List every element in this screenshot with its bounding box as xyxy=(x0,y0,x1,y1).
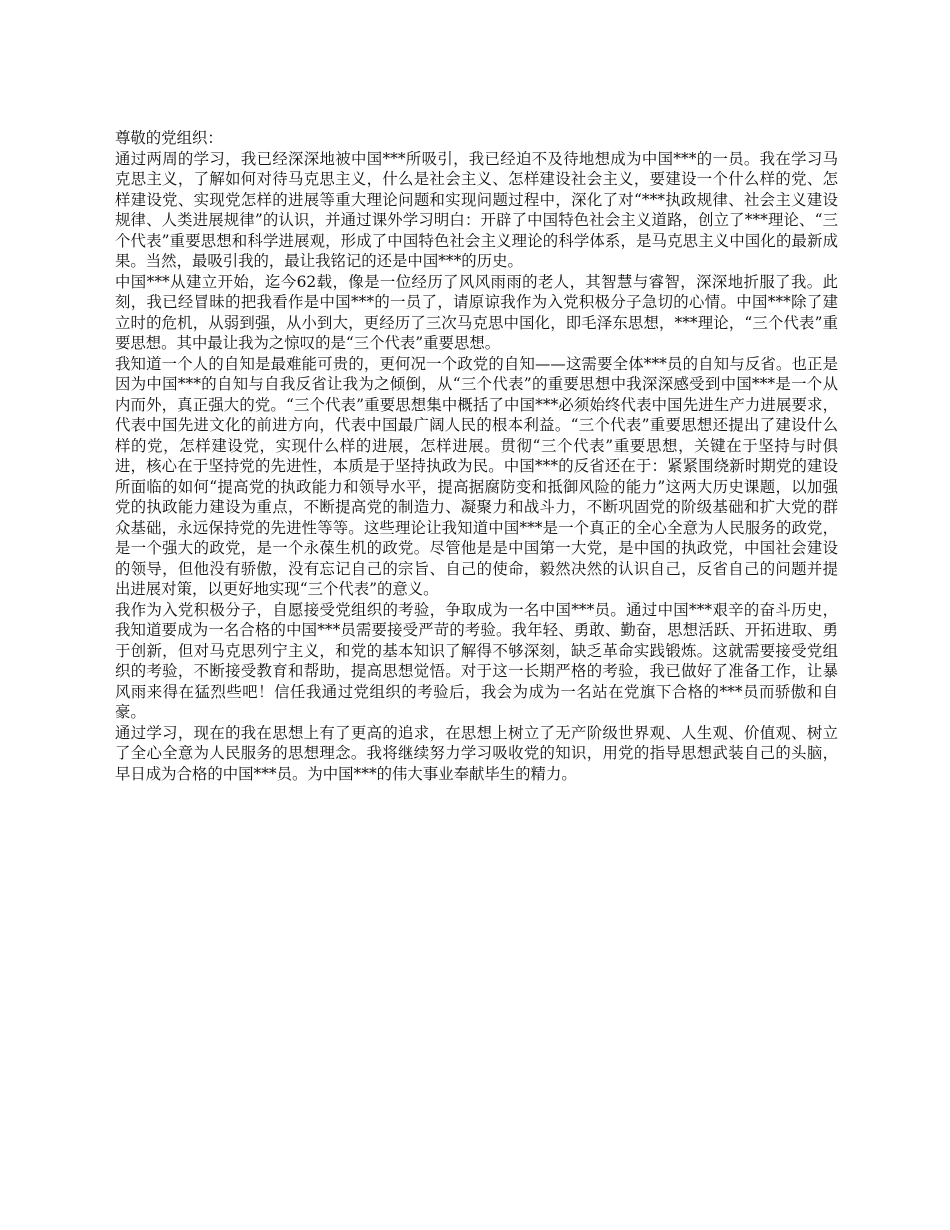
paragraph-1: 通过两周的学习，我已经深深地被中国***所吸引，我已经迫不及待地想成为中国***的一员。我在学习马克思主义，了解如何对待马克思主义，什么是社会主义、怎样建设社会主义，要建设一个什么样的党、怎样建设党、实现党怎样的进展等重大理论问题和实现问题过程中，深化了对“***执政规律、社会主义建设规律、人类进展规律”的认识，并通过课外学习明白：开辟了中国特色社会主义道路，创立了***理论、“三个代表”重要思想和科学进展观，形成了中国特色社会主义理论的科学体系，是马克思主义中国化的最新成果。当然，最吸引我的，最让我铭记的还是中国***的历史。 xyxy=(115,149,838,270)
paragraph-5: 通过学习，现在的我在思想上有了更高的追求，在思想上树立了无产阶级世界观、人生观、价值观、树立了全心全意为人民服务的思想理念。我将继续努力学习吸收党的知识，用党的指导思想武装自己的头脑，早日成为合格的中国***员。为中国***的伟大事业奉献毕生的精力。 xyxy=(115,723,838,783)
paragraph-3: 我知道一个人的自知是最难能可贵的，更何况一个政党的自知——这需要全体***员的自知与反省。也正是因为中国***的自知与自我反省让我为之倾倒，从“三个代表”的重要思想中我深深感受到中国***是一个从内而外，真正强大的党。“三个代表”重要思想集中概括了中国***必须始终代表中国先进生产力进展要求，代表中国先进文化的前进方向，代表中国最广阔人民的根本利益。“三个代表”重要思想还提出了建设什么样的党，怎样建设党，实现什么样的进展，怎样进展。贯彻“三个代表”重要思想，关键在于坚持与时俱进，核心在于坚持党的先进性，本质是于坚持执政为民。中国***的反省还在于：紧紧围绕新时期党的建设所面临的如何“提高党的执政能力和领导水平，提高据腐防变和抵御风险的能力”这两大历史课题，以加强党的执政能力建设为重点，不断提高党的制造力、凝聚力和战斗力，不断巩固党的阶级基础和扩大党的群众基础，永远保持党的先进性等等。这些理论让我知道中国***是一个真正的全心全意为人民服务的政党，是一个强大的政党，是一个永葆生机的政党。尽管他是是中国第一大党，是中国的执政党，中国社会建设的领导，但他没有骄傲，没有忘记自己的宗旨、自己的使命，毅然决然的认识自己，反省自己的问题并提出进展对策，以更好地实现“三个代表”的意义。 xyxy=(115,354,838,598)
paragraph-4: 我作为入党积极分子，自愿接受党组织的考验，争取成为一名中国***员。通过中国***艰辛的奋斗历史，我知道要成为一名合格的中国***员需要接受严苛的考验。我年轻、勇敢、勤奋，思想活跃、开拓进取、勇于创新，但对马克思列宁主义，和党的基本知识了解得不够深刻，缺乏革命实践锻炼。这就需要接受党组织的考验，不断接受教育和帮助，提高思想觉悟。对于这一长期严格的考验，我已做好了准备工作，让暴风雨来得在猛烈些吧！信任我通过党组织的考验后，我会为成为一名站在党旗下合格的***员而骄傲和自豪。 xyxy=(115,600,838,721)
salutation: 尊敬的党组织： xyxy=(115,129,223,147)
paragraph-2: 中国***从建立开始，迄今62载，像是一位经历了风风雨雨的老人，其智慧与睿智，深深地折服了我。此刻，我已经冒昧的把我看作是中国***的一员了，请原谅我作为入党积极分子急切的心情。中国***除了建立时的危机，从弱到强，从小到大，更经历了三次马克思中国化，即毛泽东思想，***理论，“三个代表”重要思想。其中最让我为之惊叹的是“三个代表”重要思想。 xyxy=(115,272,838,352)
document-body xyxy=(115,128,838,784)
